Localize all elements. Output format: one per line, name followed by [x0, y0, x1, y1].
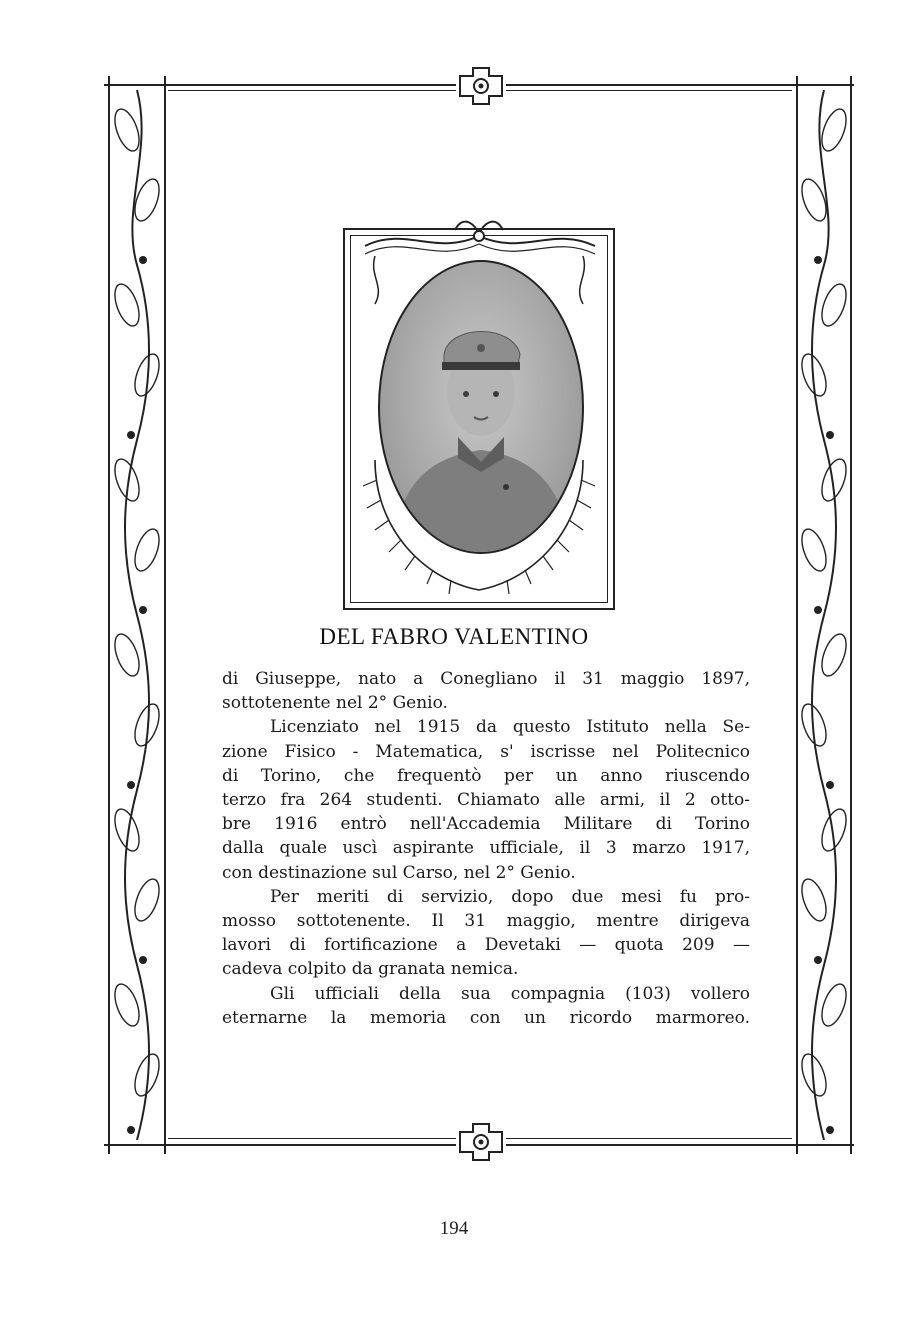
left-frame-line: [108, 76, 110, 1154]
page-number: 194: [439, 1218, 469, 1239]
text-line: sottotenente nel 2° Genio.: [222, 693, 448, 714]
text-line: dalla quale uscì aspirante ufficiale, il 3 marzo 1917,: [222, 838, 750, 859]
memorial-text: [222, 667, 750, 1030]
bottom-rule: [104, 1144, 456, 1146]
text-line: Per meriti di servizio, dopo due mesi fu pro-: [270, 886, 750, 907]
paragraph: [222, 885, 750, 982]
cross-emblem-icon: [458, 66, 504, 106]
text-line: con destinazione sul Carso, nel 2° Genio.: [222, 862, 576, 883]
bottom-rule-inner: [506, 1138, 792, 1139]
top-rule: [104, 84, 456, 86]
paragraph: [222, 982, 750, 1030]
cross-emblem-icon: [458, 1122, 504, 1162]
bottom-rule: [506, 1144, 854, 1146]
bottom-rule-inner: [168, 1138, 456, 1139]
text-line: zione Fisico - Matematica, s' iscrisse nel Politecnico: [222, 741, 750, 762]
oak-leaf-vine-icon: [800, 90, 848, 1140]
paragraph: [222, 715, 750, 884]
memorial-heading: DEL FABRO VALENTINO: [319, 624, 589, 649]
left-frame-line: [164, 76, 166, 1154]
text-line: cadeva colpito da granata nemica.: [222, 959, 519, 980]
text-line: bre 1916 entrò nell'Accademia Militare di Torino: [222, 814, 750, 835]
text-line: lavori di fortificazione a Devetaki — quota 209 —: [222, 935, 750, 956]
text-line: di Torino, che frequentò per un anno riuscendo: [222, 765, 750, 786]
text-line: Licenziato nel 1915 da questo Istituto nella Se-: [270, 717, 750, 738]
text-line: di Giuseppe, nato a Conegliano il 31 maggio 1897,: [222, 669, 750, 689]
text-line: eternarne la memoria con un ricordo marmoreo.: [222, 1007, 750, 1028]
top-rule-inner: [506, 90, 792, 91]
right-frame-line: [850, 76, 852, 1154]
portrait-frame: [343, 228, 615, 610]
text-line: terzo fra 264 studenti. Chiamato alle armi, il 2 otto-: [222, 790, 750, 811]
laurel-wreath-icon: [355, 450, 603, 600]
text-line: mosso sottotenente. Il 31 maggio, mentre dirigeva: [222, 911, 750, 932]
top-rule: [506, 84, 854, 86]
right-frame-line: [796, 76, 798, 1154]
oak-leaf-vine-icon: [113, 90, 161, 1140]
text-line: Gli ufficiali della sua compagnia (103) vollero: [270, 983, 750, 1004]
paragraph: [222, 667, 750, 715]
top-rule-inner: [168, 90, 456, 91]
